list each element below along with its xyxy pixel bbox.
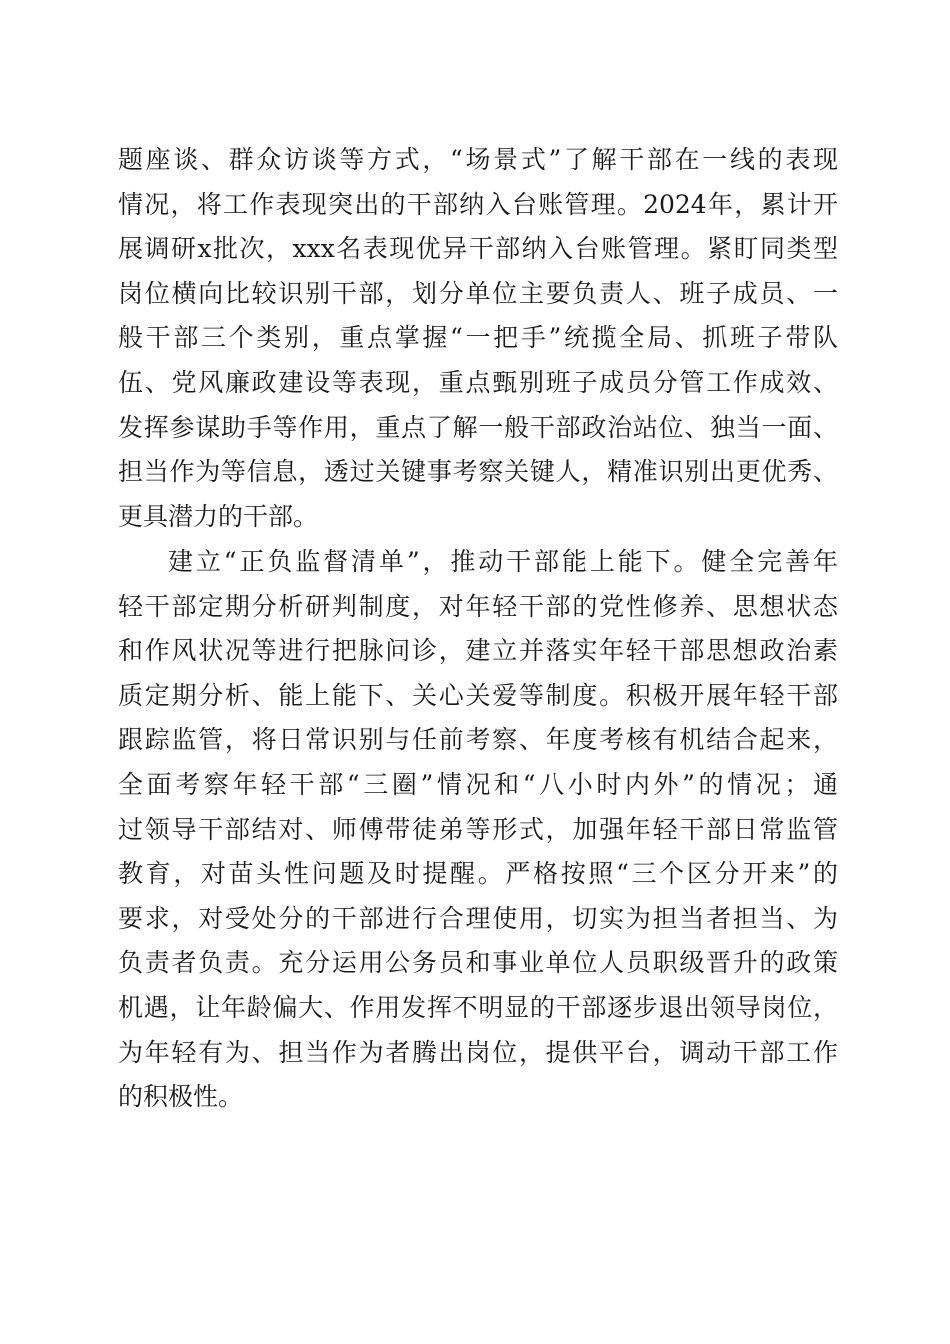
paragraph-2-line: 和作风状况等进行把脉问诊，建立并落实年轻干部思想政治素	[118, 636, 838, 666]
paragraph-1-line: 题座谈、群众访谈等方式，“场景式”了解干部在一线的表现	[118, 145, 838, 174]
paragraph-1-line: 般干部三个类别，重点掌握“一把手”统揽全局、抓班子带队	[118, 323, 838, 353]
paragraph-1-line: 岗位横向比较识别干部，划分单位主要负责人、班子成员、一	[118, 278, 838, 308]
paragraph-2-line: 负责者负责。充分运用公务员和事业单位人员职级晋升的政策	[118, 948, 838, 978]
paragraph-2-line: 跟踪监管，将日常识别与任前考察、年度考核有机结合起来，	[118, 725, 838, 755]
paragraph-2-line: 全面考察年轻干部“三圈”情况和“八小时内外”的情况；通	[118, 769, 838, 799]
paragraph-2-line: 为年轻有为、担当作为者腾出岗位，提供平台，调动干部工作	[118, 1037, 838, 1067]
paragraph-2-line: 的积极性。	[118, 1082, 244, 1112]
paragraph-2-line: 质定期分析、能上能下、关心关爱等制度。积极开展年轻干部	[118, 680, 838, 710]
paragraph-2-line: 机遇，让年龄偏大、作用发挥不明显的干部逐步退出领导岗位，	[118, 992, 838, 1022]
paragraph-2-line: 过领导干部结对、师傅带徒弟等形式，加强年轻干部日常监管	[118, 814, 838, 844]
paragraph-2-line: 轻干部定期分析研判制度，对年轻干部的党性修养、思想状态	[118, 591, 838, 621]
paragraph-1-line: 更具潜力的干部。	[118, 501, 319, 531]
paragraph-1-line: 展调研x批次，xxx名表现优异干部纳入台账管理。紧盯同类型	[118, 234, 838, 264]
paragraph-2-line: 要求，对受处分的干部进行合理使用，切实为担当者担当、为	[118, 903, 838, 933]
paragraph-2-line: 建立“正负监督清单”，推动干部能上能下。健全完善年	[168, 547, 838, 576]
paragraph-2	[118, 540, 838, 1120]
paragraph-2-line: 教育，对苗头性问题及时提醒。严格按照“三个区分开来”的	[118, 859, 838, 889]
paragraph-1	[118, 138, 838, 539]
paragraph-1-line: 发挥参谋助手等作用，重点了解一般干部政治站位、独当一面、	[118, 412, 838, 442]
paragraph-1-line: 情况，将工作表现突出的干部纳入台账管理。2024年，累计开	[118, 189, 838, 219]
paragraph-1-line: 担当作为等信息，透过关键事考察关键人，精准识别出更优秀、	[118, 457, 838, 487]
paragraph-1-line: 伍、党风廉政建设等表现，重点甄别班子成员分管工作成效、	[118, 367, 838, 397]
